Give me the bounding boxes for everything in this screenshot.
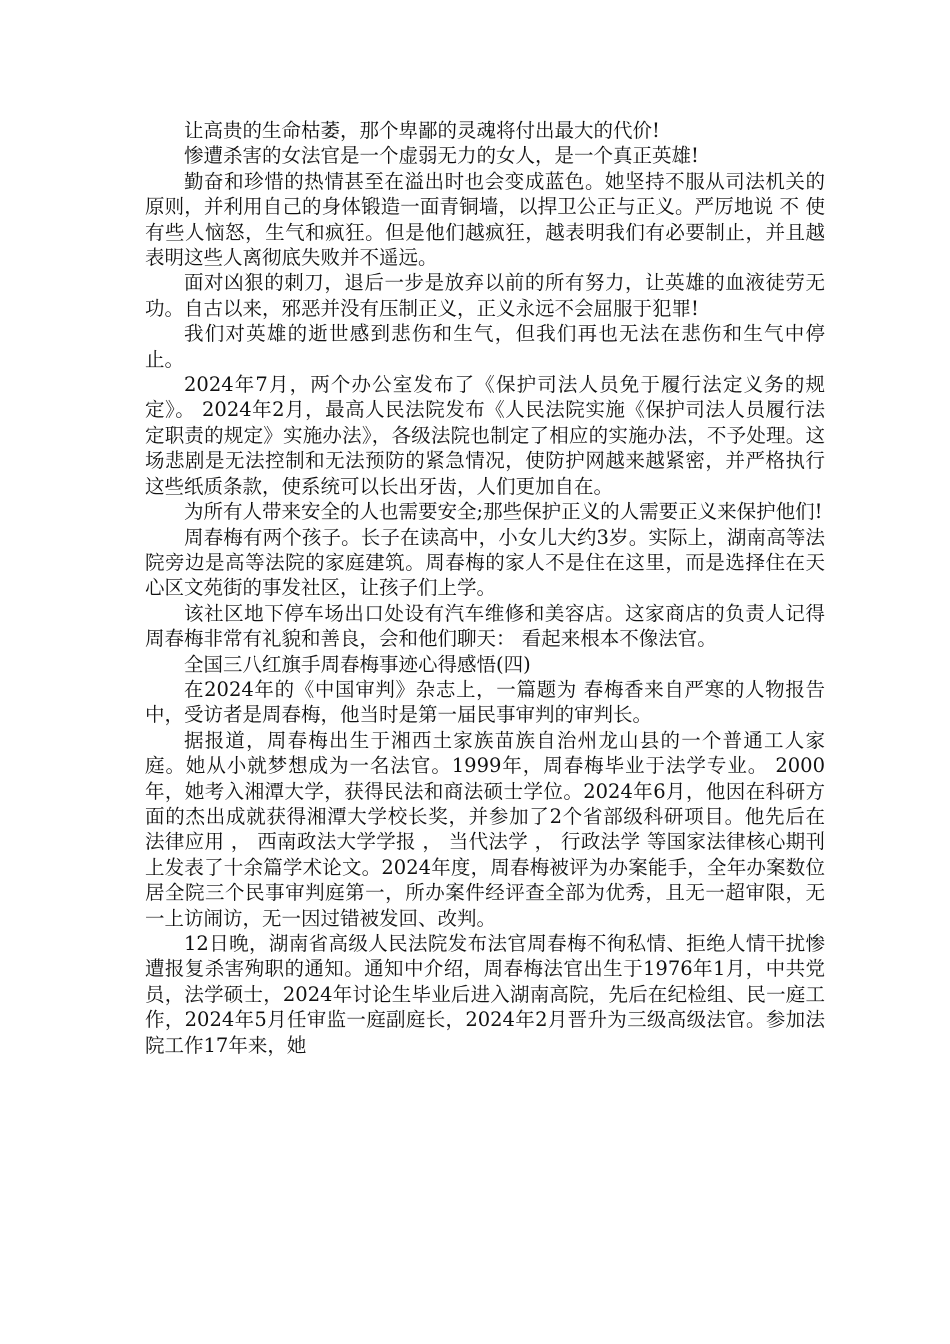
paragraph-12: 12日晚，湖南省高级人民法院发布法官周春梅不徇私情、拒绝人情干扰惨遭报复杀害殉职的通知。通知中介绍，周春梅法官出生于1976年1月，中共党员，法学硕士，2024年讨论生毕业后进入湖南高院，先后在纪检组、民一庭工作，2024年5月任审监一庭副庭长，2024年2月晋升为三级高级法官。参加法院工作17年来，她	[145, 932, 825, 1057]
paragraph-5: 我们对英雄的逝世感到悲伤和生气，但我们再也无法在悲伤和生气中停止。	[145, 322, 825, 371]
section-heading: 全国三八红旗手周春梅事迹心得感悟(四)	[184, 652, 531, 676]
document-page	[145, 118, 825, 1058]
paragraph-6: 2024年7月，两个办公室发布了《保护司法人员免于履行法定义务的规定》。 2024年2月，最高人民法院发布《人民法院实施《保护司法人员履行法定职责的规定》实施办法》，各级法院也制定了相应的实施办法，不予处理。这场悲剧是无法控制和无法预防的紧急情况，使防护网越来越紧密，并严格执行这些纸质条款，使系统可以长出牙齿，人们更加自在。	[145, 373, 825, 498]
paragraph-2: 惨遭杀害的女法官是一个虚弱无力的女人，是一个真正英雄!	[184, 144, 699, 168]
paragraph-9: 该社区地下停车场出口处设有汽车维修和美容店。这家商店的负责人记得周春梅非常有礼貌和善良，会和他们聊天： 看起来根本不像法官。	[145, 601, 825, 651]
paragraph-4: 面对凶狠的刺刀，退后一步是放弃以前的所有努力，让英雄的血液徒劳无功。自古以来，邪恶并没有压制正义，正义永远不会屈服于犯罪!	[145, 271, 825, 320]
paragraph-1: 让高贵的生命枯萎，那个卑鄙的灵魂将付出最大的代价!	[184, 119, 660, 142]
paragraph-11: 据报道，周春梅出生于湘西土家族苗族自治州龙山县的一个普通工人家庭。她从小就梦想成为一名法官。1999年，周春梅毕业于法学专业。 2000年，她考入湘潭大学，获得民法和商法硕士学位。2024年6月，他因在科研方面的杰出成就获得湘潭大学校长奖，并参加了2个省部级科研项目。他先后在 法律应用 ， 西南政法大学学报 ， 当代法学 ， 行政法学 等国家法律核心期刊上发表了十余篇学术论文。2024年度，周春梅被评为办案能手，全年办案数位居全院三个民事审判庭第一，所办案件经评查全部为优秀，且无一超审限，无一上访闹访，无一因过错被发回、改判。	[145, 728, 825, 930]
paragraph-8: 周春梅有两个孩子。长子在读高中，小女儿大约3岁。实际上，湖南高等法院旁边是高等法院的家庭建筑。周春梅的家人不是住在这里，而是选择住在天心区文苑街的事发社区，让孩子们上学。	[145, 525, 825, 600]
paragraph-3: 勤奋和珍惜的热情甚至在溢出时也会变成蓝色。她坚持不服从司法机关的原则，并利用自己的身体锻造一面青铜墙，以捍卫公正与正义。严厉地说 不 使有些人恼怒，生气和疯狂。但是他们越疯狂，越表明我们有必要制止，并且越表明这些人离彻底失败并不遥远。	[145, 169, 825, 270]
paragraph-7: 为所有人带来安全的人也需要安全;那些保护正义的人需要正义来保护他们!	[184, 500, 823, 524]
paragraph-10: 在2024年的《中国审判》杂志上，一篇题为 春梅香来自严寒的人物报告中，受访者是周春梅，他当时是第一届民事审判的审判长。	[145, 677, 825, 727]
